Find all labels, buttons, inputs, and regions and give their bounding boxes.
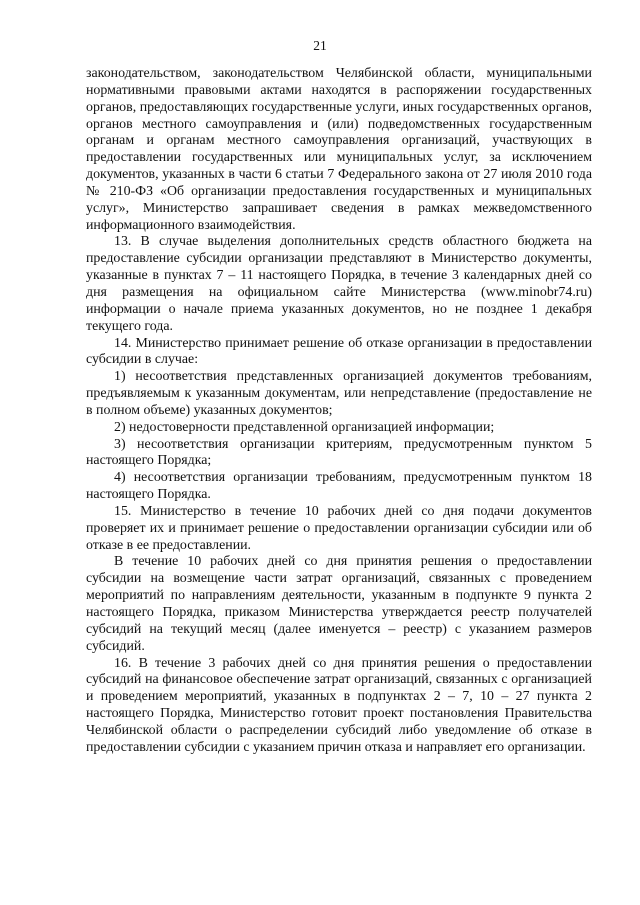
paragraph-16: 16. В течение 3 рабочих дней со дня принятия решения о предоставлении субсидий на финансовое обеспечение затрат организаций, связанных с организацией и проведением мероприятий, указанных в подпунктах 2 – 7, 10 – 27 пункта 2 настоящего Порядка, Министерство готовит проект постановления Правительства Челябинской области о распределении субсидий либо уведомление об отказе в предоставлении субсидии с указанием причин отказа и направляет его организации. (86, 655, 592, 755)
paragraph-15: 15. Министерство в течение 10 рабочих дней со дня подачи документов проверяет их и принимает решение о предоставлении организации субсидии или об отказе в ее предоставлении. (86, 503, 592, 553)
paragraph-continuation: законодательством, законодательством Челябинской области, муниципальными нормативными правовыми актами находятся в распоряжении государственных органов, предоставляющих государственные услуги, иных государственных органов, органов местного самоуправления и (или) подведомственных государственным органам и органам местного самоуправления организаций, участвующих в предоставлении государственных или муниципальных услуг, за исключением документов, указанных в части 6 статьи 7 Федерального закона от 27 июля 2010 года № 210-ФЗ «Об организации предоставления государственных и муниципальных услуг», Министерство запрашивает сведения в рамках межведомственного информационного взаимодействия. (86, 66, 592, 233)
paragraph-14-item-3: 3) несоответствия организации критериям, предусмотренным пунктом 5 настоящего Порядка; (86, 436, 592, 469)
page-number: 21 (313, 38, 327, 53)
paragraph-14-item-1: 1) несоответствия представленных организацией документов требованиям, предъявляемым к указанным документам, или непредставление (предоставление не в полном объеме) указанных документов; (86, 369, 592, 418)
paragraph-14-item-2: 2) недостоверности представленной организацией информации; (114, 419, 495, 435)
paragraph-13: 13. В случае выделения дополнительных средств областного бюджета на предоставление субсидии организации представляют в Министерство документы, указанные в пунктах 7 – 11 настоящего Порядка, в течение 3 календарных дней со дня размещения на официальном сайте Министерства (www.minobr74.ru) информации о начале приема указанных документов, но не позднее 1 декабря текущего года. (86, 234, 592, 334)
paragraph-14-item-4: 4) несоответствия организации требованиям, предусмотренным пунктом 18 настоящего Порядка. (86, 470, 592, 503)
paragraph-14: 14. Министерство принимает решение об отказе организации в предоставлении субсидии в случае: (86, 335, 592, 368)
document-body (86, 66, 592, 757)
paragraph-15-registry: В течение 10 рабочих дней со дня принятия решения о предоставлении субсидии на возмещение части затрат организаций, связанных с проведением мероприятий по направлениям деятельности, указанным в подпункте 9 пункта 2 настоящего Порядка, приказом Министерства утверждается реестр получателей субсидий на текущий месяц (далее именуется – реестр) с указанием размеров субсидий. (86, 554, 592, 654)
